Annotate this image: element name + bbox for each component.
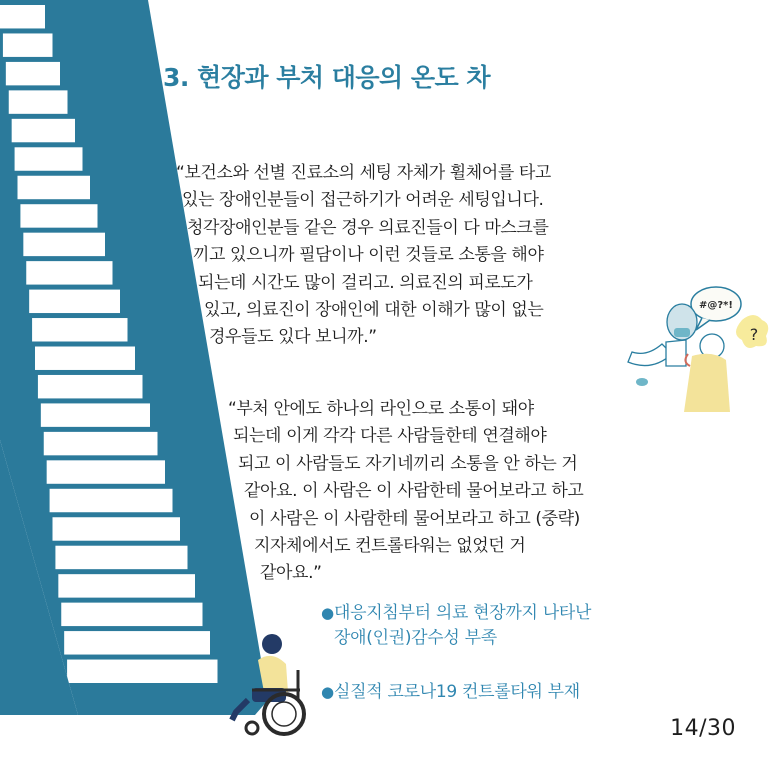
quote-ministry-communication — [228, 396, 583, 588]
stair-step — [9, 90, 68, 113]
quote-line: 되고 이 사람들도 자기네끼리 소통을 안 하는 거 — [238, 453, 578, 474]
stair-step — [6, 62, 60, 85]
bullet-line: 대응지침부터 의료 현장까지 나타난 — [334, 603, 592, 623]
stair-step — [12, 119, 75, 142]
bullet-dot-icon: ● — [321, 683, 334, 701]
quote-line: “보건소와 선별 진료소의 세팅 자체가 휠체어를 타고 — [176, 163, 551, 183]
stair-step — [41, 403, 150, 426]
page-number: 14/30 — [670, 716, 736, 741]
stair-step — [3, 33, 53, 56]
stair-step — [26, 261, 112, 284]
stair-step — [29, 290, 120, 313]
speech-bubble-icon — [691, 287, 741, 330]
quote-line: 지자체에서도 컨트롤타워는 없었던 거 — [254, 536, 526, 557]
quote-line: “부처 안에도 하나의 라인으로 소통이 돼야 — [228, 399, 534, 419]
stair-step — [58, 574, 195, 597]
stair-step — [53, 517, 181, 540]
bullet-control-tower — [321, 680, 580, 705]
stair-step — [38, 375, 143, 398]
stair-step — [20, 204, 97, 227]
stair-step — [61, 603, 202, 626]
quote-healthcare-access — [176, 160, 551, 352]
wheelchair-user-illustration — [222, 630, 318, 740]
quote-line: 같아요. 이 사람은 이 사람한테 물어보라고 하고 — [244, 481, 584, 502]
bullet-disability-sensitivity — [321, 601, 592, 651]
stair-step — [35, 347, 135, 370]
stair-step — [32, 318, 127, 341]
quote-line: 되는데 시간도 많이 걸리고. 의료진의 피로도가 — [198, 272, 533, 293]
quote-line: 되는데 이게 각각 다른 사람들한테 연결해야 — [233, 426, 547, 447]
speech-bubble-text: #@?*! — [699, 300, 733, 311]
stair-step — [55, 546, 187, 569]
page-title: 3. 현장과 부처 대응의 온도 차 — [163, 63, 491, 92]
question-mark: ? — [749, 325, 759, 344]
stair-step — [50, 489, 173, 512]
bullet-dot-icon: ● — [321, 604, 334, 622]
stair-step — [67, 660, 217, 683]
bullet-line: 장애(인권)감수성 부족 — [334, 628, 497, 648]
quote-line: 이 사람은 이 사람한테 물어보라고 하고 (중략) — [249, 508, 580, 529]
stair-step — [47, 460, 165, 483]
stair-step — [0, 5, 45, 28]
stair-step — [15, 147, 83, 170]
quote-line: 청각장애인분들 같은 경우 의료진들이 다 마스크를 — [187, 217, 549, 238]
quote-line: 끼고 있으니까 필담이나 이런 것들로 소통을 해야 — [193, 245, 544, 266]
stair-step — [23, 233, 105, 256]
question-bubble-icon — [736, 315, 768, 348]
stair-step — [64, 631, 210, 654]
quote-line: 경우들도 있다 보니까.” — [209, 327, 377, 348]
bullet-line: 실질적 코로나19 컨트롤타워 부재 — [334, 682, 580, 702]
stair-step — [44, 432, 158, 455]
quote-line: 있고, 의료진이 장애인에 대한 이해가 많이 없는 — [204, 300, 544, 321]
quote-line: 같아요.” — [260, 563, 322, 584]
stair-step — [18, 176, 91, 199]
doctor-and-patient-illustration — [622, 282, 770, 412]
quote-line: 있는 장애인분들이 접근하기가 어려운 세팅입니다. — [182, 190, 544, 211]
